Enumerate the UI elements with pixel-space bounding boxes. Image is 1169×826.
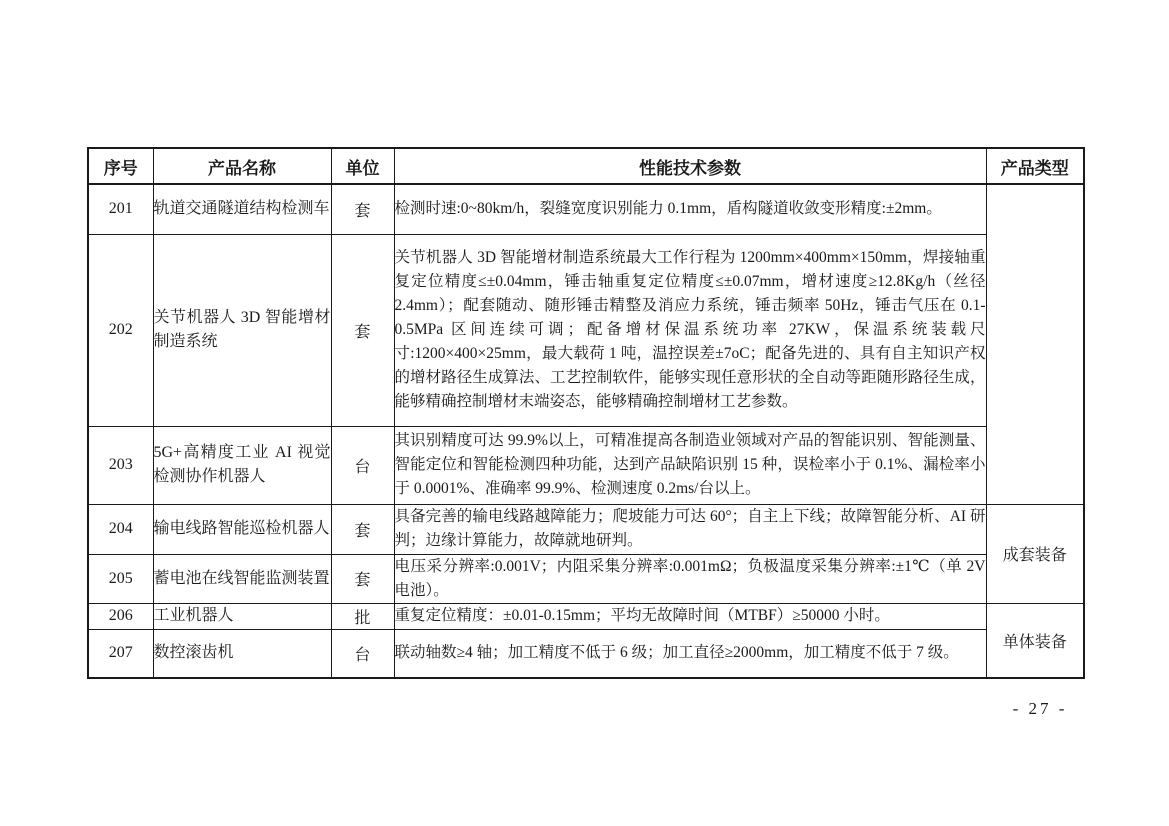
product-name: 输电线路智能巡检机器人 (153, 504, 331, 554)
unit: 套 (331, 234, 394, 426)
header-unit: 单位 (331, 148, 394, 184)
header-name: 产品名称 (153, 148, 331, 184)
product-spec-table (87, 147, 1085, 679)
unit: 套 (331, 554, 394, 603)
table-header-row (88, 148, 1084, 184)
tech-params: 其识别精度可达 99.9%以上，可精准提高各制造业领域对产品的智能识别、智能测量、智能定位和智能检测四种功能，达到产品缺陷识别 15 种，误检率小于 0.1%、漏检率小于 0.0001%、准确率 99.9%、检测速度 0.2ms/台以上。 (394, 426, 986, 504)
row-no: 207 (88, 629, 153, 678)
row-no: 203 (88, 426, 153, 504)
product-type-group (986, 184, 1084, 504)
tech-params: 重复定位精度：±0.01-0.15mm；平均无故障时间（MTBF）≥50000 小时。 (394, 603, 986, 629)
table-row (88, 184, 1084, 234)
header-type: 产品类型 (986, 148, 1084, 184)
row-no: 201 (88, 184, 153, 234)
product-name: 5G+高精度工业 AI 视觉检测协作机器人 (153, 426, 331, 504)
unit: 套 (331, 184, 394, 234)
tech-params: 具备完善的输电线路越障能力；爬坡能力可达 60°；自主上下线；故障智能分析、AI 研判；边缘计算能力，故障就地研判。 (394, 504, 986, 554)
table-row (88, 234, 1084, 426)
row-no: 202 (88, 234, 153, 426)
product-name: 蓄电池在线智能监测装置 (153, 554, 331, 603)
header-params: 性能技术参数 (394, 148, 986, 184)
table-row (88, 504, 1084, 554)
row-no: 206 (88, 603, 153, 629)
row-no: 205 (88, 554, 153, 603)
unit: 台 (331, 629, 394, 678)
tech-params: 检测时速:0~80km/h，裂缝宽度识别能力 0.1mm，盾构隧道收敛变形精度:±2mm。 (394, 184, 986, 234)
product-type-group: 单体装备 (986, 603, 1084, 678)
table-row (88, 426, 1084, 504)
unit: 台 (331, 426, 394, 504)
tech-params: 联动轴数≥4 轴；加工精度不低于 6 级；加工直径≥2000mm，加工精度不低于 7 级。 (394, 629, 986, 678)
tech-params: 关节机器人 3D 智能增材制造系统最大工作行程为 1200mm×400mm×150mm，焊接轴重复定位精度≤±0.04mm，锤击轴重复定位精度≤±0.07mm，增材速度≥12.8Kg/h（丝径 2.4mm）；配套随动、随形锤击精整及消应力系统，锤击频率 50Hz，锤击气压在 0.1-0.5MPa 区间连续可调；配备增材保温系统功率 27KW，保温系统装载尺寸:1200×400×25mm，最大载荷 1 吨，温控误差±7oC；配备先进的、具有自主知识产权的增材路径生成算法、工艺控制软件，能够实现任意形状的全自动等距随形路径生成，能够精确控制增材末端姿态，能够精确控制增材工艺参数。 (394, 234, 986, 426)
page-number: - 27 - (1012, 699, 1068, 718)
product-type-group: 成套装备 (986, 504, 1084, 603)
product-name: 轨道交通隧道结构检测车 (153, 184, 331, 234)
unit: 套 (331, 504, 394, 554)
tech-params: 电压采分辨率:0.001V；内阻采集分辨率:0.001mΩ；负极温度采集分辨率:±1℃（单 2V 电池）。 (394, 554, 986, 603)
product-name: 数控滚齿机 (153, 629, 331, 678)
header-no: 序号 (88, 148, 153, 184)
table-row (88, 629, 1084, 678)
product-name: 工业机器人 (153, 603, 331, 629)
row-no: 204 (88, 504, 153, 554)
table-row (88, 603, 1084, 629)
table-row (88, 554, 1084, 603)
product-name: 关节机器人 3D 智能增材制造系统 (153, 234, 331, 426)
unit: 批 (331, 603, 394, 629)
